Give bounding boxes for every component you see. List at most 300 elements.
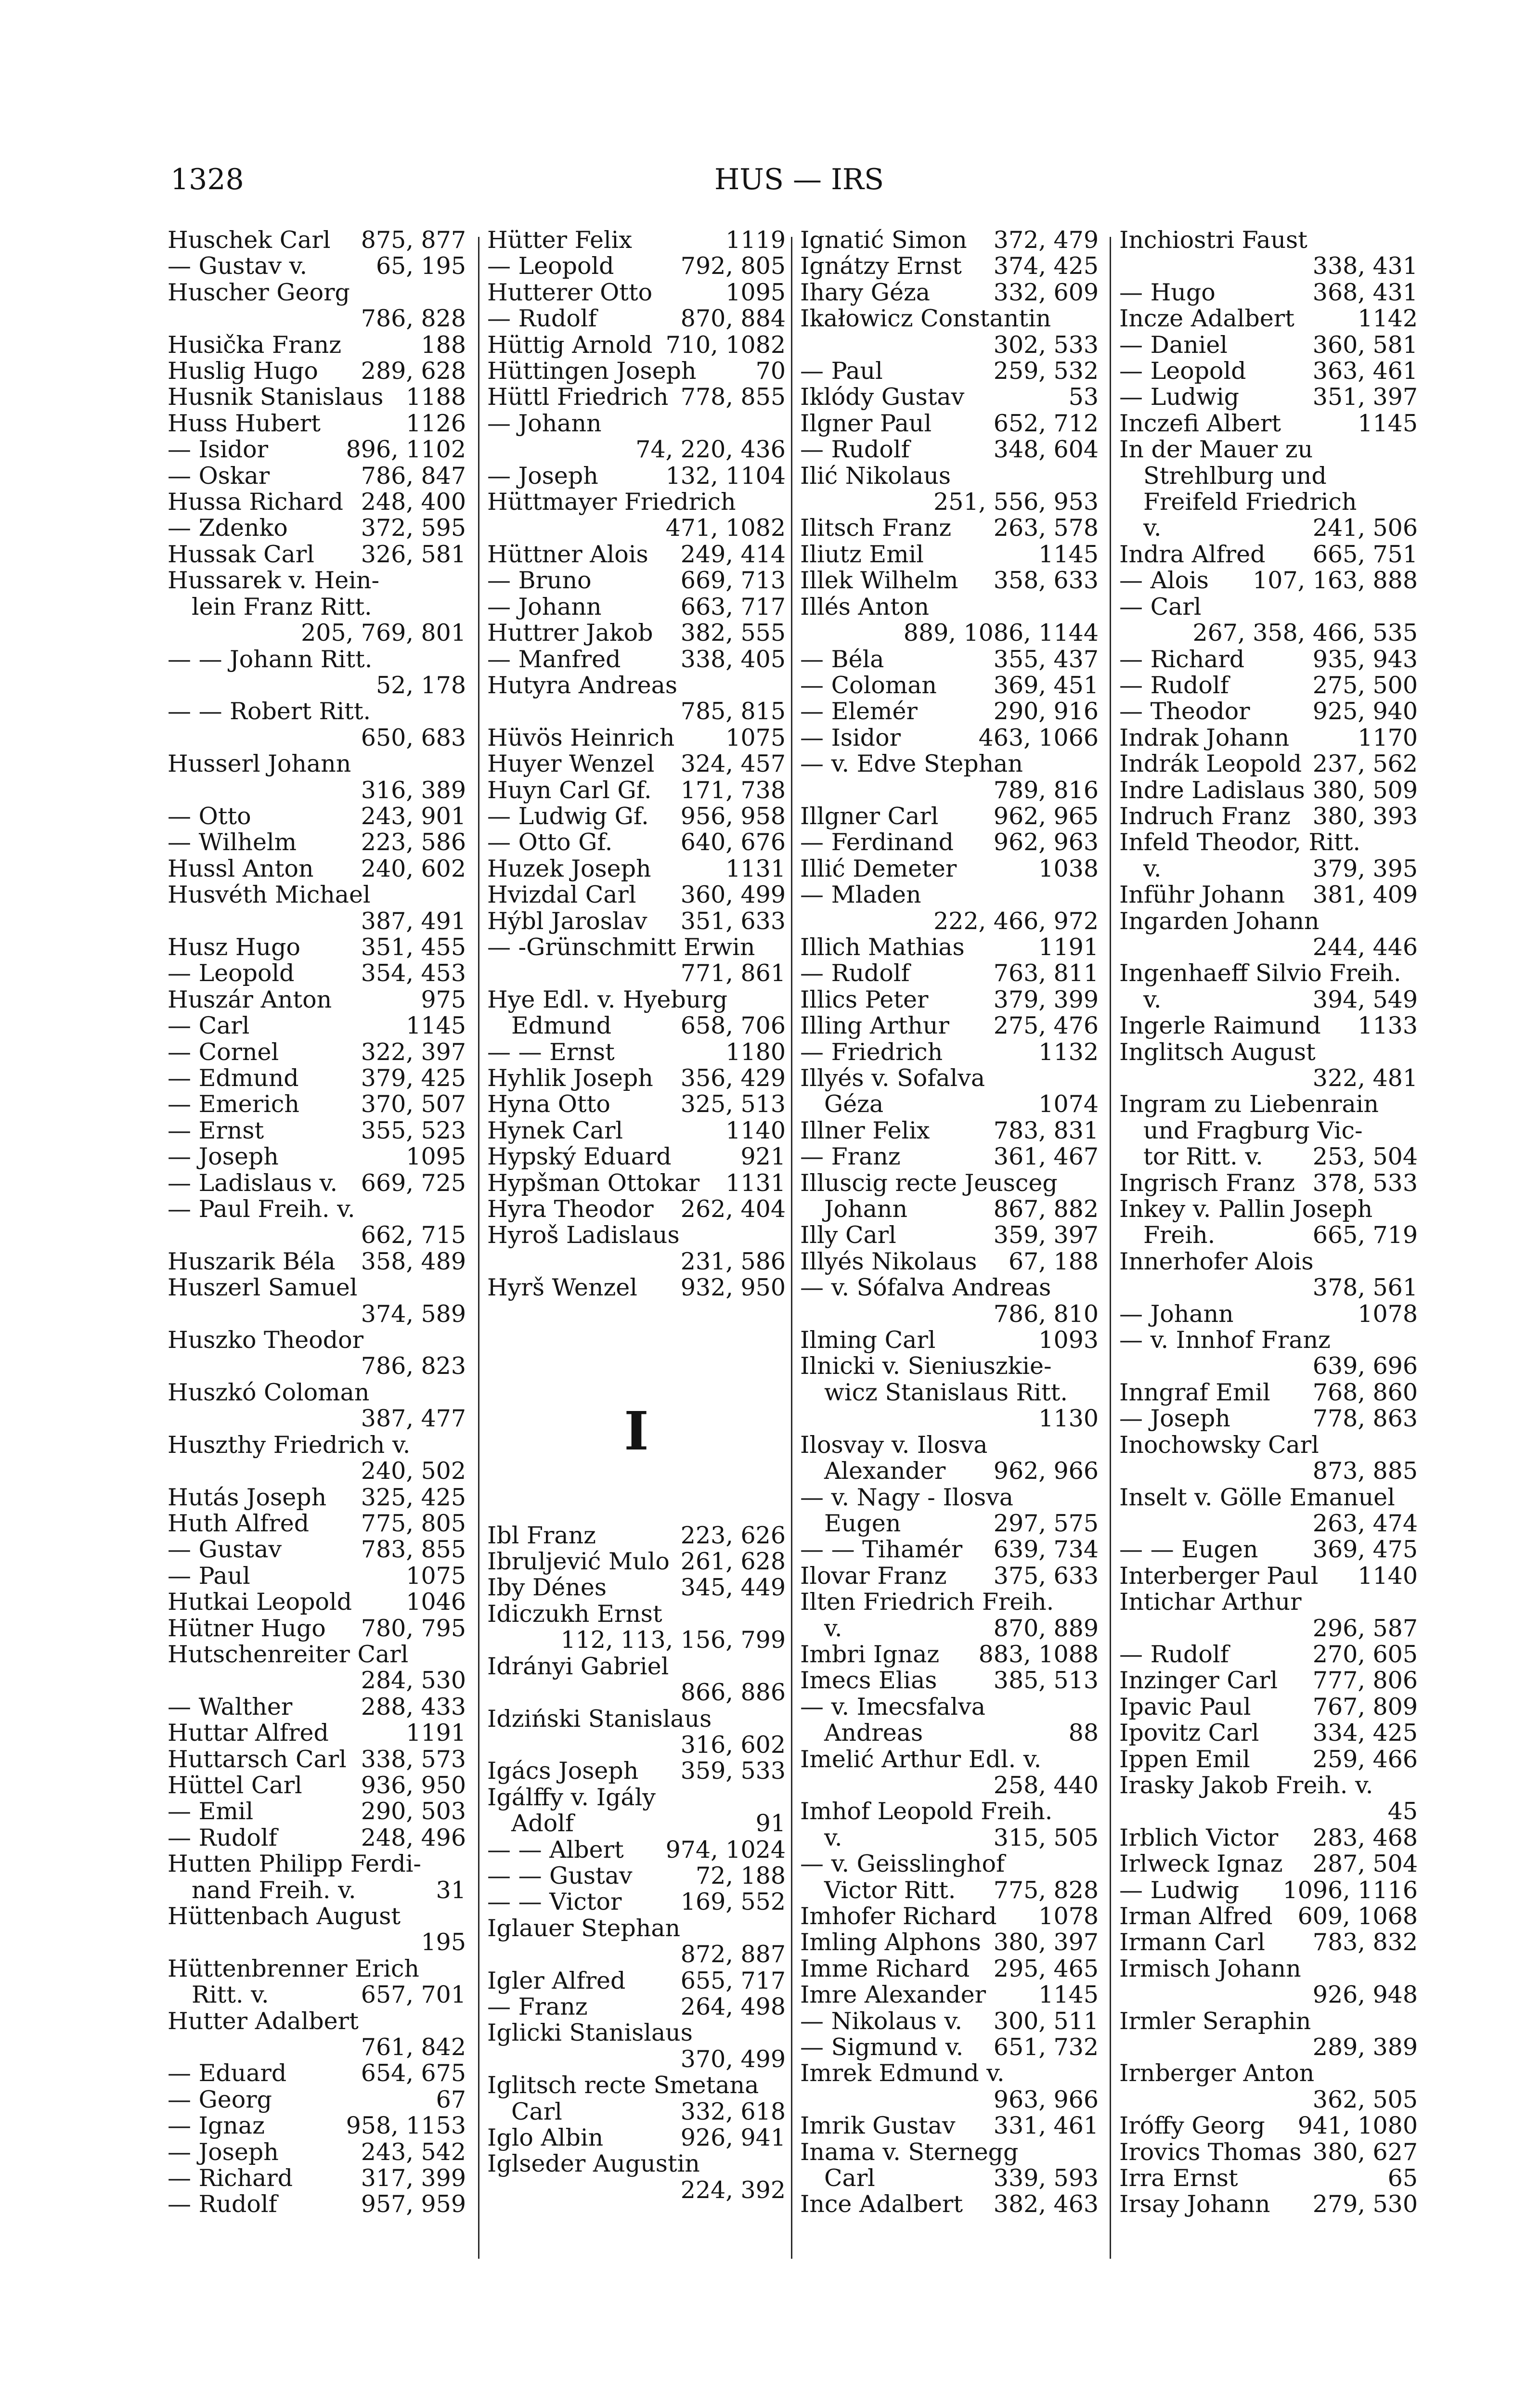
index-entry xyxy=(800,253,1099,279)
entry-pages: 471, 1082 xyxy=(665,514,786,542)
index-entry xyxy=(168,647,466,699)
index-entry xyxy=(168,2060,466,2086)
entry-pages: 650, 683 xyxy=(361,724,466,751)
entry-name: Igler Alfred xyxy=(487,1967,626,1994)
entry-name: Illich Mathias xyxy=(800,934,965,961)
entry-pages: 358, 489 xyxy=(361,1247,466,1275)
entry-pages: 369, 475 xyxy=(1312,1536,1418,1564)
entry-pages: 288, 433 xyxy=(361,1693,466,1721)
entry-name: Innerhofer Alois xyxy=(1119,1248,1314,1275)
entry-name: Illner Felix xyxy=(800,1117,930,1144)
entry-pages: 1096, 1116 xyxy=(1282,1876,1418,1904)
entry-name: Indrak Johann xyxy=(1119,725,1290,751)
entry-pages: 348, 604 xyxy=(993,436,1099,464)
entry-pages: 380, 393 xyxy=(1312,802,1418,830)
entry-name: Imrik Gustav xyxy=(800,2113,956,2139)
entry-pages: 1046 xyxy=(406,1588,466,1616)
entry-pages: 778, 863 xyxy=(1312,1405,1418,1433)
index-entry xyxy=(800,1170,1099,1196)
entry-name: Iglseder Augustin xyxy=(487,2151,700,2177)
index-entry xyxy=(800,1458,1099,1484)
index-entry xyxy=(800,987,1099,1013)
entry-name: Ippen Emil xyxy=(1119,1746,1250,1773)
entry-name: Ilming Carl xyxy=(800,1327,936,1354)
entry-pages: 70 xyxy=(755,357,786,385)
index-entry xyxy=(168,2139,466,2165)
entry-pages: 360, 581 xyxy=(1312,331,1418,359)
index-entry xyxy=(1119,1563,1418,1589)
entry-pages: 875, 877 xyxy=(361,226,466,254)
index-entry xyxy=(487,358,786,384)
index-entry xyxy=(168,1327,466,1380)
index-entry xyxy=(168,1851,466,1877)
entry-pages: 283, 468 xyxy=(1312,1824,1418,1851)
entry-pages: 375, 633 xyxy=(993,1562,1099,1590)
index-entry xyxy=(168,515,466,541)
index-entry xyxy=(1119,1485,1418,1537)
entry-name: Idiczukh Ernst xyxy=(487,1601,662,1628)
entry-name: Imre Alexander xyxy=(800,1982,986,2008)
entry-pages: 896, 1102 xyxy=(346,436,466,464)
index-entry xyxy=(487,1601,786,1654)
entry-pages: 132, 1104 xyxy=(665,462,786,490)
entry-name: und Fragburg Vic- xyxy=(1143,1117,1363,1144)
entry-pages: 332, 609 xyxy=(993,278,1099,306)
entry-name: — — Johann Ritt. xyxy=(168,646,373,673)
entry-name: — Leopold xyxy=(1119,358,1246,385)
entry-pages: 867, 882 xyxy=(993,1195,1099,1223)
entry-pages: 171, 738 xyxy=(680,776,786,804)
entry-name: Hussarek v. Hein- xyxy=(168,568,380,594)
entry-pages: 1188 xyxy=(406,383,466,411)
entry-pages: 370, 499 xyxy=(680,2045,786,2073)
entry-pages: 316, 389 xyxy=(361,776,466,804)
index-entry xyxy=(168,1694,466,1720)
entry-name: Huszarik Béla xyxy=(168,1248,336,1275)
entry-name: Husička Franz xyxy=(168,332,342,359)
entry-pages: 962, 963 xyxy=(993,828,1099,856)
entry-name: — v. Imecsfalva xyxy=(800,1694,985,1721)
entry-pages: 761, 842 xyxy=(361,2033,466,2061)
entry-name: Illing Arthur xyxy=(800,1013,949,1039)
entry-pages: 355, 523 xyxy=(361,1116,466,1144)
index-column-3 xyxy=(800,227,1099,2218)
entry-name: Inselt v. Gölle Emanuel xyxy=(1119,1484,1395,1511)
index-entry xyxy=(1119,882,1418,908)
index-entry xyxy=(487,227,786,253)
entry-name: — Coloman xyxy=(800,672,937,699)
index-column-4 xyxy=(1119,227,1418,2218)
entry-name: Hutschenreiter Carl xyxy=(168,1641,409,1668)
index-entry xyxy=(800,1851,1099,1877)
entry-name: Hüttel Carl xyxy=(168,1772,302,1799)
entry-name: Ilnicki v. Sieniuszkie- xyxy=(800,1353,1052,1380)
entry-name: Ilosvay v. Ilosva xyxy=(800,1432,988,1459)
entry-name: — Mladen xyxy=(800,882,921,908)
entry-pages: 351, 455 xyxy=(361,933,466,961)
entry-name: Hutyra Andreas xyxy=(487,672,677,699)
entry-pages: 279, 530 xyxy=(1312,2190,1418,2218)
index-entry xyxy=(1119,542,1418,568)
index-entry xyxy=(1119,1773,1418,1825)
index-entry xyxy=(168,751,466,803)
index-entry xyxy=(487,1758,786,1784)
index-entry xyxy=(1119,2060,1418,2113)
entry-pages: 1132 xyxy=(1038,1038,1099,1066)
entry-pages: 267, 358, 466, 535 xyxy=(1192,619,1418,647)
entry-name: — Johann xyxy=(1119,1301,1234,1328)
entry-name: v. xyxy=(824,1825,842,1851)
entry-name: nand Freih. v. xyxy=(192,1877,356,1903)
entry-pages: 870, 884 xyxy=(680,305,786,333)
entry-pages: 300, 511 xyxy=(993,2007,1099,2035)
entry-name: Hyhlik Joseph xyxy=(487,1065,653,1092)
entry-name: — Béla xyxy=(800,646,884,673)
index-entry xyxy=(487,489,786,542)
entry-name: — Rudolf xyxy=(168,2191,277,2218)
index-entry xyxy=(800,647,1099,673)
entry-name: — Ludwig xyxy=(1119,1877,1240,1903)
entry-name: Johann xyxy=(824,1196,908,1223)
entry-pages: 936, 950 xyxy=(361,1771,466,1799)
index-column-2a xyxy=(487,227,786,1301)
index-entry xyxy=(487,1170,786,1196)
index-entry xyxy=(487,1523,786,1549)
entry-pages: 287, 504 xyxy=(1312,1850,1418,1878)
entry-name: Irsay Johann xyxy=(1119,2191,1270,2218)
entry-name: — Rudolf xyxy=(800,960,910,987)
entry-name: Carl xyxy=(511,2098,562,2125)
entry-name: Carl xyxy=(824,2165,875,2192)
index-entry xyxy=(487,1549,786,1575)
index-entry xyxy=(487,777,786,803)
entry-pages: 243, 542 xyxy=(361,2138,466,2166)
entry-name: Inchiostri Faust xyxy=(1119,227,1307,254)
index-entry xyxy=(487,647,786,673)
entry-name: — Leopold xyxy=(168,960,295,987)
entry-name: — Isidor xyxy=(168,437,269,463)
entry-pages: 289, 628 xyxy=(361,357,466,385)
entry-name: — Ernst xyxy=(168,1117,264,1144)
entry-pages: 763, 811 xyxy=(993,959,1099,987)
entry-pages: 244, 446 xyxy=(1312,933,1418,961)
entry-name: Husserl Johann xyxy=(168,751,351,777)
entry-pages: 322, 397 xyxy=(361,1038,466,1066)
index-entry xyxy=(168,1485,466,1511)
index-entry xyxy=(487,1706,786,1759)
entry-pages: 870, 889 xyxy=(993,1614,1099,1642)
index-entry xyxy=(800,1353,1099,1379)
entry-name: Illy Carl xyxy=(800,1222,896,1249)
entry-pages: 243, 901 xyxy=(361,802,466,830)
entry-pages: 378, 533 xyxy=(1312,1169,1418,1197)
index-entry xyxy=(1119,1249,1418,1301)
entry-name: — Gustav v. xyxy=(168,253,308,280)
entry-name: Irmisch Johann xyxy=(1119,1955,1301,1982)
entry-name: tor Ritt. v. xyxy=(1143,1144,1263,1170)
entry-pages: 1078 xyxy=(1038,1902,1099,1930)
index-entry xyxy=(487,1039,786,1065)
index-entry xyxy=(800,2139,1099,2165)
entry-name: — v. Nagy - Ilosva xyxy=(800,1484,1014,1511)
entry-name: — Johann xyxy=(487,410,602,437)
index-entry xyxy=(800,1903,1099,1929)
index-entry xyxy=(1119,1956,1418,2008)
index-entry xyxy=(1119,1091,1418,1117)
entry-name: Huszthy Friedrich v. xyxy=(168,1432,411,1459)
entry-name: — — Robert Ritt. xyxy=(168,699,371,725)
entry-pages: 67 xyxy=(436,2085,466,2113)
index-entry xyxy=(800,1275,1099,1327)
index-entry xyxy=(1119,1747,1418,1773)
entry-pages: 338, 573 xyxy=(361,1745,466,1773)
entry-pages: 249, 414 xyxy=(680,540,786,568)
entry-pages: 45 xyxy=(1387,1798,1418,1825)
entry-name: Hüttl Friedrich xyxy=(487,384,669,411)
entry-name: Idrányi Gabriel xyxy=(487,1653,669,1680)
entry-name: Hutter Adalbert xyxy=(168,2008,359,2035)
index-entry xyxy=(168,882,466,934)
entry-name: Alexander xyxy=(824,1458,946,1485)
entry-pages: 669, 725 xyxy=(361,1169,466,1197)
entry-name: — Elemér xyxy=(800,699,918,725)
index-entry xyxy=(168,1747,466,1773)
index-entry xyxy=(800,1249,1099,1275)
entry-name: — Nikolaus v. xyxy=(800,2008,962,2035)
entry-pages: 1145 xyxy=(1038,1981,1099,2009)
entry-name: Iklódy Gustav xyxy=(800,384,965,411)
index-entry xyxy=(800,1537,1099,1563)
index-entry xyxy=(800,1144,1099,1170)
entry-name: Irlweck Ignaz xyxy=(1119,1851,1283,1877)
entry-pages: 263, 474 xyxy=(1312,1509,1418,1537)
entry-pages: 1130 xyxy=(1038,1405,1099,1433)
entry-pages: 284, 530 xyxy=(361,1667,466,1695)
entry-name: Husnik Stanislaus xyxy=(168,384,384,411)
entry-pages: 665, 719 xyxy=(1312,1221,1418,1249)
index-entry xyxy=(800,2034,1099,2060)
entry-name: Hussa Richard xyxy=(168,489,343,516)
index-entry xyxy=(800,1091,1099,1117)
index-entry xyxy=(168,280,466,332)
entry-pages: 654, 675 xyxy=(361,2059,466,2087)
entry-pages: 783, 855 xyxy=(361,1536,466,1564)
index-entry xyxy=(1119,306,1418,332)
index-entry xyxy=(1119,568,1418,594)
entry-pages: 362, 505 xyxy=(1312,2085,1418,2113)
index-entry xyxy=(168,1642,466,1694)
index-entry xyxy=(1119,2008,1418,2061)
index-entry xyxy=(1119,280,1418,306)
index-entry xyxy=(487,542,786,568)
entry-name: — Isidor xyxy=(800,725,901,751)
entry-pages: 778, 855 xyxy=(680,383,786,411)
entry-name: — Daniel xyxy=(1119,332,1228,359)
index-entry xyxy=(800,1065,1099,1091)
index-entry xyxy=(487,1837,786,1863)
index-entry xyxy=(168,594,466,647)
entry-name: Hütter Felix xyxy=(487,227,632,254)
entry-name: Hüvös Heinrich xyxy=(487,725,675,751)
index-entry xyxy=(487,725,786,751)
index-entry xyxy=(1119,829,1418,855)
entry-pages: 355, 437 xyxy=(993,645,1099,673)
index-entry xyxy=(168,1616,466,1642)
index-entry xyxy=(168,1877,466,1903)
entry-name: Hussak Carl xyxy=(168,541,314,568)
entry-name: Huss Hubert xyxy=(168,410,321,437)
entry-pages: 780, 795 xyxy=(361,1614,466,1642)
entry-pages: 381, 409 xyxy=(1312,881,1418,909)
index-entry xyxy=(800,1039,1099,1065)
index-entry xyxy=(800,515,1099,541)
entry-pages: 358, 633 xyxy=(993,567,1099,595)
index-entry xyxy=(487,1889,786,1915)
index-entry xyxy=(168,987,466,1013)
index-entry xyxy=(487,1915,786,1968)
index-entry xyxy=(800,1956,1099,1982)
entry-pages: 1133 xyxy=(1358,1012,1418,1040)
entry-name: Indre Ladislaus xyxy=(1119,777,1305,803)
index-entry xyxy=(1119,1222,1418,1248)
index-entry xyxy=(168,1537,466,1563)
entry-name: — Joseph xyxy=(168,2139,279,2166)
entry-pages: 248, 496 xyxy=(361,1824,466,1851)
entry-pages: 771, 861 xyxy=(680,959,786,987)
entry-name: Infeld Theodor, Ritt. xyxy=(1119,829,1360,856)
entry-name: — Wilhelm xyxy=(168,829,297,856)
entry-pages: 382, 463 xyxy=(993,2190,1099,2218)
entry-name: Imling Alphons xyxy=(800,1929,981,1956)
entry-pages: 324, 457 xyxy=(680,750,786,778)
entry-pages: 866, 886 xyxy=(680,1679,786,1707)
index-entry xyxy=(1119,1432,1418,1485)
entry-name: — Cornel xyxy=(168,1039,279,1065)
index-entry xyxy=(487,620,786,646)
entry-name: Hüttig Arnold xyxy=(487,332,653,359)
index-entry xyxy=(800,1380,1099,1432)
index-entry xyxy=(1119,1720,1418,1746)
index-entry xyxy=(487,751,786,777)
entry-pages: 325, 425 xyxy=(361,1483,466,1511)
index-entry xyxy=(168,803,466,829)
entry-pages: 609, 1068 xyxy=(1297,1902,1418,1930)
entry-name: — Emerich xyxy=(168,1091,299,1118)
entry-pages: 259, 466 xyxy=(1312,1745,1418,1773)
index-entry xyxy=(168,489,466,515)
entry-name: — Ludwig Gf. xyxy=(487,803,649,830)
entry-name: Huth Alfred xyxy=(168,1510,310,1537)
index-entry xyxy=(168,1249,466,1275)
index-entry xyxy=(800,280,1099,306)
index-entry xyxy=(487,2072,786,2098)
index-entry xyxy=(168,1799,466,1825)
entry-name: — Joseph xyxy=(1119,1406,1230,1432)
index-entry xyxy=(1119,725,1418,751)
entry-name: Iróffy Georg xyxy=(1119,2113,1265,2139)
entry-pages: 195 xyxy=(421,1928,466,1956)
entry-pages: 112, 113, 156, 799 xyxy=(560,1626,786,1654)
entry-pages: 387, 477 xyxy=(361,1405,466,1433)
index-entry xyxy=(487,2125,786,2151)
entry-name: Iglicki Stanislaus xyxy=(487,2020,693,2046)
entry-name: Huyn Carl Gf. xyxy=(487,777,652,803)
entry-pages: 1131 xyxy=(725,854,786,882)
entry-pages: 264, 498 xyxy=(680,1993,786,2020)
index-entry xyxy=(487,1013,786,1039)
entry-pages: 88 xyxy=(1068,1719,1099,1747)
index-entry xyxy=(168,2165,466,2191)
index-entry xyxy=(800,1485,1099,1511)
entry-name: Ingrisch Franz xyxy=(1119,1170,1295,1197)
index-entry xyxy=(168,463,466,489)
entry-pages: 205, 769, 801 xyxy=(301,619,466,647)
entry-pages: 290, 503 xyxy=(361,1798,466,1825)
entry-name: — Otto Gf. xyxy=(487,829,613,856)
index-entry xyxy=(800,1196,1099,1222)
entry-name: — — Eugen xyxy=(1119,1537,1258,1563)
entry-pages: 639, 696 xyxy=(1312,1352,1418,1380)
entry-pages: 873, 885 xyxy=(1312,1457,1418,1485)
entry-pages: 338, 431 xyxy=(1312,252,1418,280)
entry-pages: 768, 860 xyxy=(1312,1378,1418,1406)
entry-pages: 941, 1080 xyxy=(1297,2112,1418,2140)
entry-pages: 1093 xyxy=(1038,1326,1099,1354)
entry-name: Huscher Georg xyxy=(168,279,350,306)
index-entry xyxy=(800,1222,1099,1248)
index-entry xyxy=(1119,1642,1418,1668)
entry-name: Inzinger Carl xyxy=(1119,1668,1278,1694)
entry-pages: 65, 195 xyxy=(375,252,466,280)
entry-pages: 380, 509 xyxy=(1312,776,1418,804)
entry-name: Hypšman Ottokar xyxy=(487,1170,700,1197)
entry-name: Huszerl Samuel xyxy=(168,1275,358,1301)
index-entry xyxy=(1119,437,1418,463)
entry-name: Hvizdal Carl xyxy=(487,882,636,908)
entry-pages: 975 xyxy=(421,985,466,1013)
index-entry xyxy=(168,1563,466,1589)
entry-pages: 224, 392 xyxy=(680,2176,786,2204)
index-entry xyxy=(168,1432,466,1485)
entry-pages: 380, 627 xyxy=(1312,2138,1418,2166)
index-entry xyxy=(487,384,786,410)
index-entry xyxy=(168,1380,466,1432)
entry-pages: 921 xyxy=(740,1143,786,1171)
index-entry xyxy=(1119,2139,1418,2165)
index-entry xyxy=(800,1825,1099,1851)
index-entry xyxy=(800,227,1099,253)
entry-name: Ingerle Raimund xyxy=(1119,1013,1321,1039)
entry-pages: 889, 1086, 1144 xyxy=(903,619,1099,647)
entry-pages: 1126 xyxy=(406,409,466,437)
entry-name: — Otto xyxy=(168,803,251,830)
column-divider xyxy=(478,237,479,2259)
index-entry xyxy=(800,1799,1099,1825)
entry-name: Huszár Anton xyxy=(168,986,332,1013)
entry-name: Irmler Seraphin xyxy=(1119,2008,1311,2035)
entry-name: — Johann xyxy=(487,594,602,621)
entry-name: — Paul Freih. v. xyxy=(168,1196,355,1223)
entry-name: Iglauer Stephan xyxy=(487,1915,681,1942)
index-entry xyxy=(800,1511,1099,1537)
index-entry xyxy=(1119,1039,1418,1092)
index-column-1 xyxy=(168,227,466,2218)
entry-name: Hyrš Wenzel xyxy=(487,1275,637,1301)
entry-pages: 240, 502 xyxy=(361,1457,466,1485)
index-entry xyxy=(1119,751,1418,777)
index-entry xyxy=(1119,1144,1418,1170)
entry-name: Husvéth Michael xyxy=(168,882,371,908)
